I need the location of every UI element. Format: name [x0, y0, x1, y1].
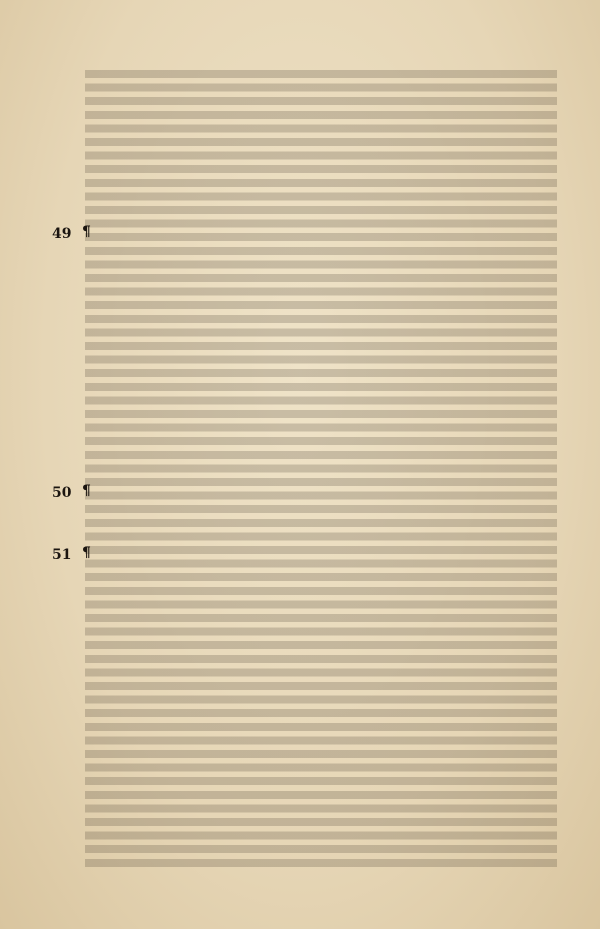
- margin-number: 49: [52, 226, 72, 242]
- body-text: [85, 70, 557, 870]
- paragraph-mark: ¶: [82, 545, 91, 561]
- margin-number: 50: [52, 485, 72, 501]
- running-header: [200, 38, 460, 68]
- margin-number: 51: [52, 547, 72, 563]
- paragraph-mark: ¶: [82, 483, 91, 499]
- paragraph-mark: ¶: [82, 224, 91, 240]
